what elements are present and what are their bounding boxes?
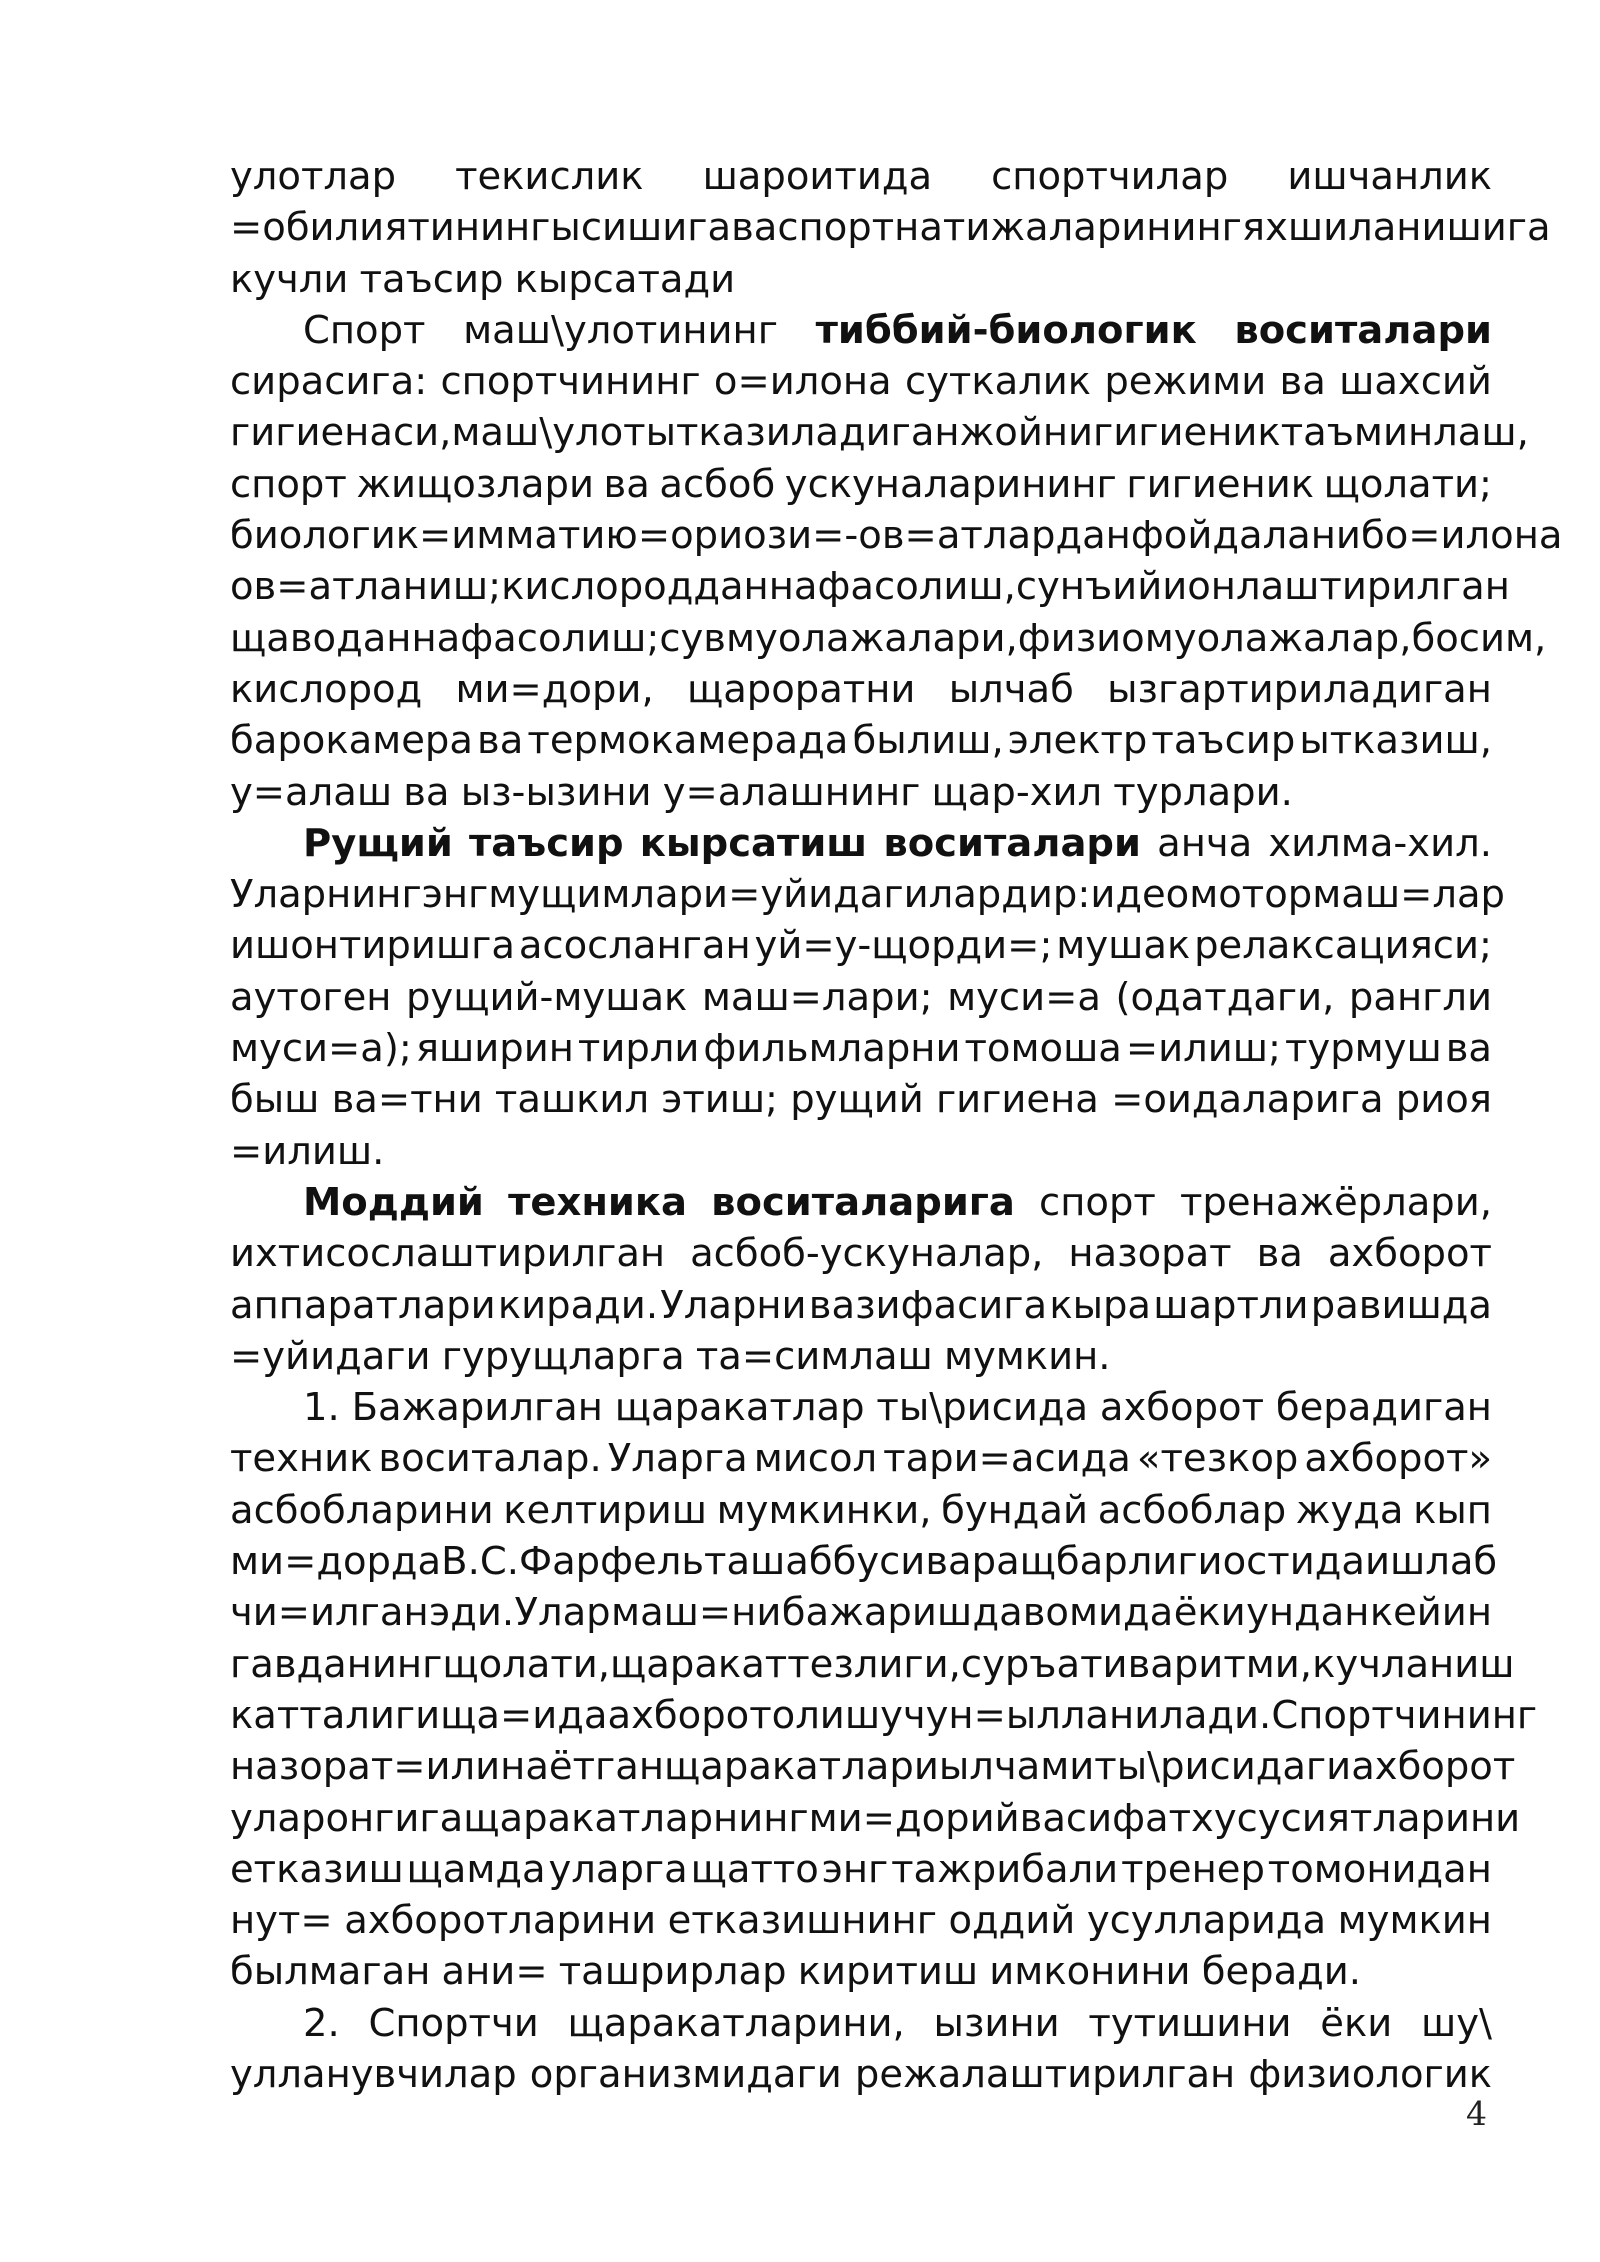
word: муси=а [947, 974, 1101, 1020]
word: анча [1157, 820, 1253, 866]
word: таъсир [359, 256, 504, 302]
word: спортчининг [440, 359, 701, 405]
word: ва [403, 769, 450, 815]
word: ва [1019, 1795, 1066, 1841]
word: щатто [690, 1846, 819, 1892]
word: щолати, [442, 1641, 611, 1687]
word: Бажарилган [351, 1385, 603, 1431]
word: кучланиш [1312, 1641, 1515, 1687]
word: келтириш [503, 1487, 707, 1533]
word: Рущий [303, 820, 453, 866]
word: ташрирлар [558, 1949, 787, 1995]
word: шартли [1153, 1282, 1309, 1328]
word: хусусиятларини [1191, 1795, 1521, 1841]
word: риоя [1395, 1077, 1492, 1123]
page-number: 4 [1466, 2094, 1487, 2133]
word: киритиш [797, 1949, 979, 1995]
word: суткалик [904, 359, 1092, 405]
word: =иммати [419, 513, 606, 559]
text-line [230, 1895, 1492, 1946]
word: сув [659, 615, 726, 661]
word: назорат [230, 1744, 394, 1790]
word: маш=ни [611, 1590, 782, 1636]
word: мисол [753, 1436, 878, 1482]
word: ва [925, 1539, 972, 1585]
text-line [230, 1485, 1492, 1536]
word: шароитида [702, 154, 933, 199]
word: энг [421, 872, 489, 918]
word: томоша [964, 1026, 1122, 1072]
text-line [230, 1177, 1492, 1228]
text-line [230, 767, 1492, 818]
word: беради. [1201, 1949, 1362, 1995]
word: шу\ [1421, 2000, 1492, 2046]
word: мумкин. [943, 1333, 1111, 1379]
word: маш\улотининг [463, 307, 778, 353]
word: берадиган [1275, 1385, 1492, 1431]
word: рущий [790, 1077, 924, 1123]
word: асосланган [518, 923, 751, 969]
word: хилма-хил. [1268, 820, 1492, 866]
word: щаракатларини, [567, 2000, 905, 2046]
word: былмаган [230, 1949, 431, 1995]
word: равишда [1310, 1282, 1492, 1328]
word: онгига [325, 1795, 464, 1841]
word: физиологик [1248, 2051, 1492, 2097]
word: ва=тни [331, 1077, 483, 1123]
word: ми=дорий [808, 1795, 1020, 1841]
word: ю=ори [605, 513, 744, 559]
word: =илиш; [1125, 1026, 1281, 1072]
word: таъсир [468, 820, 624, 866]
word: ионлаштирилган [1162, 564, 1510, 610]
text-line [230, 1074, 1492, 1125]
word: ращбарлиги [971, 1539, 1223, 1585]
word: ташаббуси [704, 1539, 926, 1585]
word: барокамера [230, 718, 473, 764]
text-line [230, 818, 1492, 869]
word: кейин [1369, 1590, 1492, 1636]
text-line [230, 715, 1492, 766]
text-line [230, 407, 1529, 458]
word: ахборот [1327, 1231, 1492, 1277]
word: таъсир [1151, 718, 1296, 764]
word: жищозлари [356, 461, 594, 507]
text-line [230, 1793, 1521, 1844]
word: ысишига [550, 205, 732, 251]
word: тари=асида [883, 1436, 1131, 1482]
word: ыткaзиш, [1299, 718, 1492, 764]
word: катталиги [230, 1692, 441, 1738]
word: улотлар [230, 154, 397, 199]
word: оддий [948, 1898, 1076, 1944]
word: =уйидагилардир: [728, 872, 1091, 918]
word: кислород [230, 666, 423, 712]
word: Уларни [660, 1282, 807, 1328]
word: асбоб-ускуналар, [690, 1231, 1044, 1277]
word: бажариш [781, 1590, 973, 1636]
word: у=алаш [230, 769, 393, 815]
word: етказишнинг [667, 1898, 937, 1944]
word: мущимлари [488, 872, 729, 918]
word: рангли [1348, 974, 1492, 1020]
word: ози=-ов=атлардан [743, 513, 1131, 559]
word: ва [603, 461, 650, 507]
word: щолати; [1323, 461, 1492, 507]
word: щаракат [610, 1641, 788, 1687]
word: маш\улот [451, 410, 646, 456]
text-line [230, 305, 1492, 356]
word: эди. [429, 1590, 515, 1636]
word: бундай [941, 1487, 1089, 1533]
word: Уларнинг [230, 872, 422, 918]
word: натижаларининг [894, 205, 1242, 251]
word: ва [1256, 1231, 1303, 1277]
text-line [230, 1844, 1492, 1895]
word: ахборот [1099, 1385, 1265, 1431]
word: о=илона [1384, 513, 1563, 559]
word: воситалар. [378, 1436, 602, 1482]
word: Уларга [607, 1436, 748, 1482]
word: 2. [303, 2000, 340, 2046]
word: =илиш. [230, 1128, 385, 1174]
word: етказиш [230, 1846, 404, 1892]
word: о=илона [713, 359, 892, 405]
word: ща=ида [440, 1692, 608, 1738]
word: тирли [577, 1026, 700, 1072]
word: турмуш [1284, 1026, 1442, 1072]
word: тренажёрлари, [1179, 1179, 1492, 1225]
word: ундан [1246, 1590, 1370, 1636]
word: ми=дорда [230, 1539, 442, 1585]
word: вазифасига [808, 1282, 1048, 1328]
word: щар-хил [931, 769, 1103, 815]
word: ты\рисидаги [1094, 1744, 1352, 1790]
text-line [230, 1126, 1492, 1177]
word: ани= [441, 1949, 548, 1995]
word: давомида [972, 1590, 1174, 1636]
word: биологик [230, 513, 419, 559]
word: ов=атланиш; [230, 564, 502, 610]
word: сирасига: [230, 359, 428, 405]
word: кып [1413, 1487, 1492, 1533]
word: шахсий [1339, 359, 1492, 405]
word: та=симлаш [695, 1333, 933, 1379]
word: гигиеник [1126, 461, 1314, 507]
word: улар [230, 1795, 326, 1841]
word: муолажалари, [725, 615, 1018, 661]
word: усулларида [1086, 1898, 1327, 1944]
word: =оидаларига [1111, 1077, 1384, 1123]
word: сунъий [1015, 564, 1163, 610]
word: турлари. [1113, 769, 1293, 815]
word: =ылланилади. [973, 1692, 1272, 1738]
word: маш=лар [1312, 872, 1505, 918]
word: жойни [959, 410, 1094, 456]
word: релаксацияси; [1194, 923, 1492, 969]
word: гигиенаси, [230, 410, 452, 456]
word: имконини [989, 1949, 1191, 1995]
word: гигиеник [1093, 410, 1281, 456]
word: физиомуолажалар, [1017, 615, 1412, 661]
word: тиббий-биологик [815, 307, 1197, 353]
word: ёки [1173, 1590, 1246, 1636]
text-line [230, 1280, 1492, 1331]
word: ташкил [494, 1077, 650, 1123]
word: =илинаётган [393, 1744, 665, 1790]
word: чи=илган [230, 1590, 429, 1636]
word: маш=лари; [701, 974, 933, 1020]
word: кырсатиш [639, 820, 868, 866]
word: режалаштирилган [854, 2051, 1236, 2097]
word: тажрибали [891, 1846, 1119, 1892]
word: ты\рисида [876, 1385, 1089, 1431]
word: киради. [497, 1282, 659, 1328]
text-line [230, 1228, 1492, 1279]
word: ахборотларини [344, 1898, 657, 1944]
word: гигиена [935, 1077, 1099, 1123]
text-line [230, 202, 1551, 253]
word: ихтисослаштирилган [230, 1231, 666, 1277]
word: Спорт [303, 307, 426, 353]
word: уй=у-щорди=; [754, 923, 1053, 969]
word: 1. [303, 1385, 340, 1431]
word: ва [1127, 1641, 1174, 1687]
text-line [230, 356, 1492, 407]
word: нут= [230, 1898, 333, 1944]
word: ва [731, 205, 778, 251]
word: ва [1445, 1026, 1492, 1072]
text-line [230, 1741, 1516, 1792]
text-line [230, 1433, 1492, 1484]
word: техник [230, 1436, 373, 1482]
word: фойдаланиб [1130, 513, 1385, 559]
word: Фарфель [518, 1539, 705, 1585]
text-line [230, 1382, 1492, 1433]
word: гавданинг [230, 1641, 443, 1687]
word: былиш, [852, 718, 1004, 764]
word: суръати [960, 1641, 1128, 1687]
word: воситаларига [711, 1179, 1015, 1225]
word: ахборот [607, 1692, 772, 1738]
text-line [230, 1946, 1492, 1997]
word: нафас [768, 564, 896, 610]
text-line [230, 1023, 1492, 1074]
word: яширин [415, 1026, 574, 1072]
word: воситалари [1234, 307, 1492, 353]
word: тезлиги, [787, 1641, 961, 1687]
word: режими [1104, 359, 1267, 405]
word: техника [508, 1179, 688, 1225]
text-line [230, 561, 1510, 612]
word: мушак [1056, 923, 1191, 969]
word: ыз-ызини [460, 769, 652, 815]
word: спорт [230, 461, 347, 507]
text-line [230, 254, 1492, 305]
word: С. [479, 1539, 519, 1585]
word: учун [880, 1692, 974, 1738]
text-line [230, 920, 1492, 971]
word: «тезкор [1136, 1436, 1299, 1482]
word: =уйидаги [230, 1333, 431, 1379]
word: рущий-мушак [405, 974, 688, 1020]
word: ритми, [1173, 1641, 1313, 1687]
word: быш [230, 1077, 320, 1123]
word: остида [1222, 1539, 1365, 1585]
text-line [230, 1639, 1515, 1690]
word: ускуналарининг [784, 461, 1117, 507]
word: жуда [1295, 1487, 1404, 1533]
word: улланувчилар [230, 2051, 517, 2097]
word: организмидаги [529, 2051, 842, 2097]
word: электр [1007, 718, 1148, 764]
word: термокамерада [527, 718, 849, 764]
text-line [230, 1998, 1492, 2049]
text-line [230, 664, 1492, 715]
word: ахборот» [1304, 1436, 1492, 1482]
word: ва [477, 718, 524, 764]
word: щаводан [230, 615, 412, 661]
word: ыткaзиладиган [645, 410, 960, 456]
word: ва [1279, 359, 1326, 405]
word: ишлаб [1364, 1539, 1498, 1585]
word: асбоблар [1097, 1487, 1287, 1533]
word: мумкин [1337, 1898, 1492, 1944]
word: ахборот [1351, 1744, 1516, 1790]
word: щамда [406, 1846, 546, 1892]
word: муси=а); [230, 1026, 412, 1072]
word: уларга [548, 1846, 688, 1892]
word: гурущларга [441, 1333, 685, 1379]
word: (одатдаги, [1115, 974, 1335, 1020]
word: олиш [771, 1692, 881, 1738]
word: кислороддан [501, 564, 769, 610]
word: ызгартириладиган [1107, 666, 1492, 712]
text-line [230, 1587, 1492, 1638]
word: ылчами [938, 1744, 1095, 1790]
word: олиш, [895, 564, 1016, 610]
word: фильмларни [703, 1026, 961, 1072]
word: идеомотор [1090, 872, 1313, 918]
text-line [230, 1690, 1538, 1741]
text-line [230, 151, 1492, 202]
text-line [230, 510, 1563, 561]
word: яхшиланишига [1241, 205, 1551, 251]
word: олиш; [537, 615, 660, 661]
word: =обилиятининг [230, 205, 551, 251]
word: тутишини [1088, 2000, 1292, 2046]
word: сифат [1065, 1795, 1192, 1841]
word: назорат [1068, 1231, 1232, 1277]
word: Спортчи [368, 2000, 539, 2046]
text-line [230, 869, 1505, 920]
word: щаракатлари [664, 1744, 939, 1790]
word: ишчанлик [1287, 154, 1492, 199]
word: кыра [1049, 1282, 1151, 1328]
word: ёки [1320, 2000, 1393, 2046]
word: асбоб [659, 461, 776, 507]
word: кучли [230, 256, 349, 302]
word: Улар [514, 1590, 611, 1636]
word: ми=дори, [455, 666, 654, 712]
word: мумкинки, [716, 1487, 932, 1533]
word: воситалари [883, 820, 1141, 866]
word: таъминлаш, [1280, 410, 1529, 456]
word: этиш; [661, 1077, 779, 1123]
word: у=алашнинг [662, 769, 921, 815]
word: Спортчининг [1271, 1692, 1538, 1738]
text-line [230, 613, 1547, 664]
word: В. [441, 1539, 480, 1585]
word: щаракатларнинг [463, 1795, 809, 1841]
word: энг [821, 1846, 889, 1892]
word: нафас [411, 615, 538, 661]
word: ишонтиришга [230, 923, 515, 969]
word: спорт [777, 205, 895, 251]
text-line [230, 1536, 1498, 1587]
word: текислик [455, 154, 644, 199]
word: томонидан [1267, 1846, 1492, 1892]
body-text [230, 151, 1563, 2100]
word: Моддий [303, 1179, 484, 1225]
word: босим, [1411, 615, 1547, 661]
text-line [230, 972, 1492, 1023]
text-line [230, 2049, 1492, 2100]
text-line [230, 459, 1492, 510]
word: ызини [933, 2000, 1060, 2046]
word: асбобларини [230, 1487, 494, 1533]
word: кырсатади [514, 256, 736, 302]
word: щаракатлар [614, 1385, 865, 1431]
word: спортчилар [991, 154, 1229, 199]
word: аппаратлари [230, 1282, 496, 1328]
word: ылчаб [948, 666, 1074, 712]
word: аутоген [230, 974, 392, 1020]
word: тренер [1121, 1846, 1265, 1892]
text-line [230, 1331, 1492, 1382]
word: спорт [1039, 1179, 1156, 1225]
word: щароратни [686, 666, 916, 712]
